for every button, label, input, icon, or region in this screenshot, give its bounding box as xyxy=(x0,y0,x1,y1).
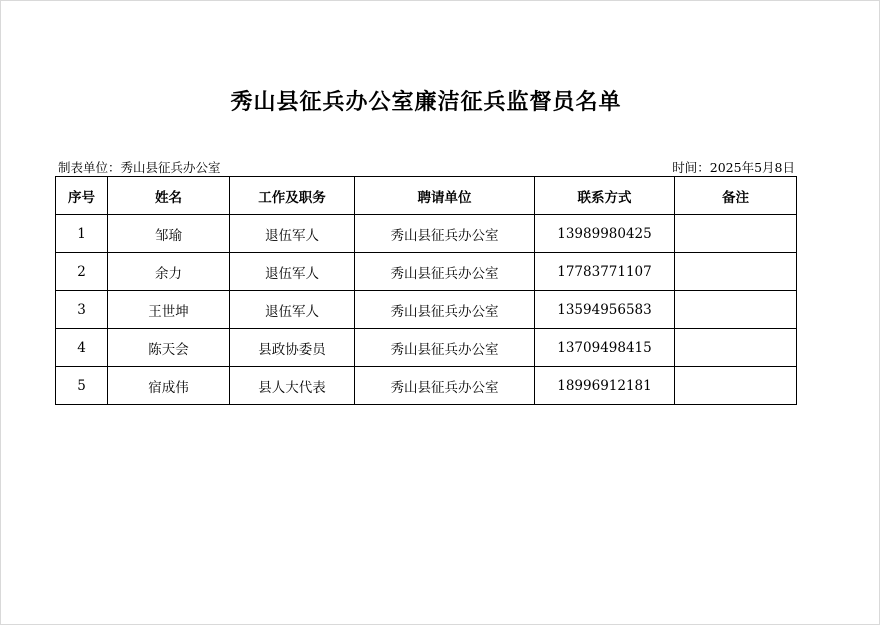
cell-employer: 秀山县征兵办公室 xyxy=(355,367,535,405)
cell-employer: 秀山县征兵办公室 xyxy=(355,253,535,291)
cell-index: 2 xyxy=(56,253,108,291)
cell-position: 退伍军人 xyxy=(230,291,355,329)
document-date: 时间：2025年5月8日 xyxy=(672,160,795,175)
cell-position: 退伍军人 xyxy=(230,215,355,253)
cell-contact: 13709498415 xyxy=(535,329,675,367)
table-row xyxy=(56,215,797,253)
table-row xyxy=(56,291,797,329)
cell-position: 退伍军人 xyxy=(230,253,355,291)
document-title: 秀山县征兵办公室廉洁征兵监督员名单 xyxy=(230,89,622,115)
header-name: 姓名 xyxy=(108,177,230,215)
table-row xyxy=(56,253,797,291)
cell-name: 余力 xyxy=(108,253,230,291)
cell-contact: 18996912181 xyxy=(535,367,675,405)
table-row xyxy=(56,329,797,367)
header-position: 工作及职务 xyxy=(230,177,355,215)
cell-position: 县人大代表 xyxy=(230,367,355,405)
cell-index: 1 xyxy=(56,215,108,253)
cell-name: 邹瑜 xyxy=(108,215,230,253)
cell-contact: 17783771107 xyxy=(535,253,675,291)
cell-remarks xyxy=(675,329,797,367)
header-remarks: 备注 xyxy=(675,177,797,215)
header-contact: 联系方式 xyxy=(535,177,675,215)
cell-remarks xyxy=(675,253,797,291)
table-header-row xyxy=(56,177,797,215)
cell-name: 宿成伟 xyxy=(108,367,230,405)
cell-remarks xyxy=(675,215,797,253)
supervisor-roster-table xyxy=(55,176,797,405)
cell-name: 陈天会 xyxy=(108,329,230,367)
cell-index: 3 xyxy=(56,291,108,329)
cell-employer: 秀山县征兵办公室 xyxy=(355,329,535,367)
cell-remarks xyxy=(675,367,797,405)
cell-name: 王世坤 xyxy=(108,291,230,329)
cell-position: 县政协委员 xyxy=(230,329,355,367)
cell-index: 4 xyxy=(56,329,108,367)
prepared-by-unit: 制表单位：秀山县征兵办公室 xyxy=(58,160,221,175)
header-index: 序号 xyxy=(56,177,108,215)
cell-employer: 秀山县征兵办公室 xyxy=(355,291,535,329)
cell-employer: 秀山县征兵办公室 xyxy=(355,215,535,253)
header-employer: 聘请单位 xyxy=(355,177,535,215)
cell-contact: 13594956583 xyxy=(535,291,675,329)
table-row xyxy=(56,367,797,405)
cell-index: 5 xyxy=(56,367,108,405)
cell-contact: 13989980425 xyxy=(535,215,675,253)
cell-remarks xyxy=(675,291,797,329)
